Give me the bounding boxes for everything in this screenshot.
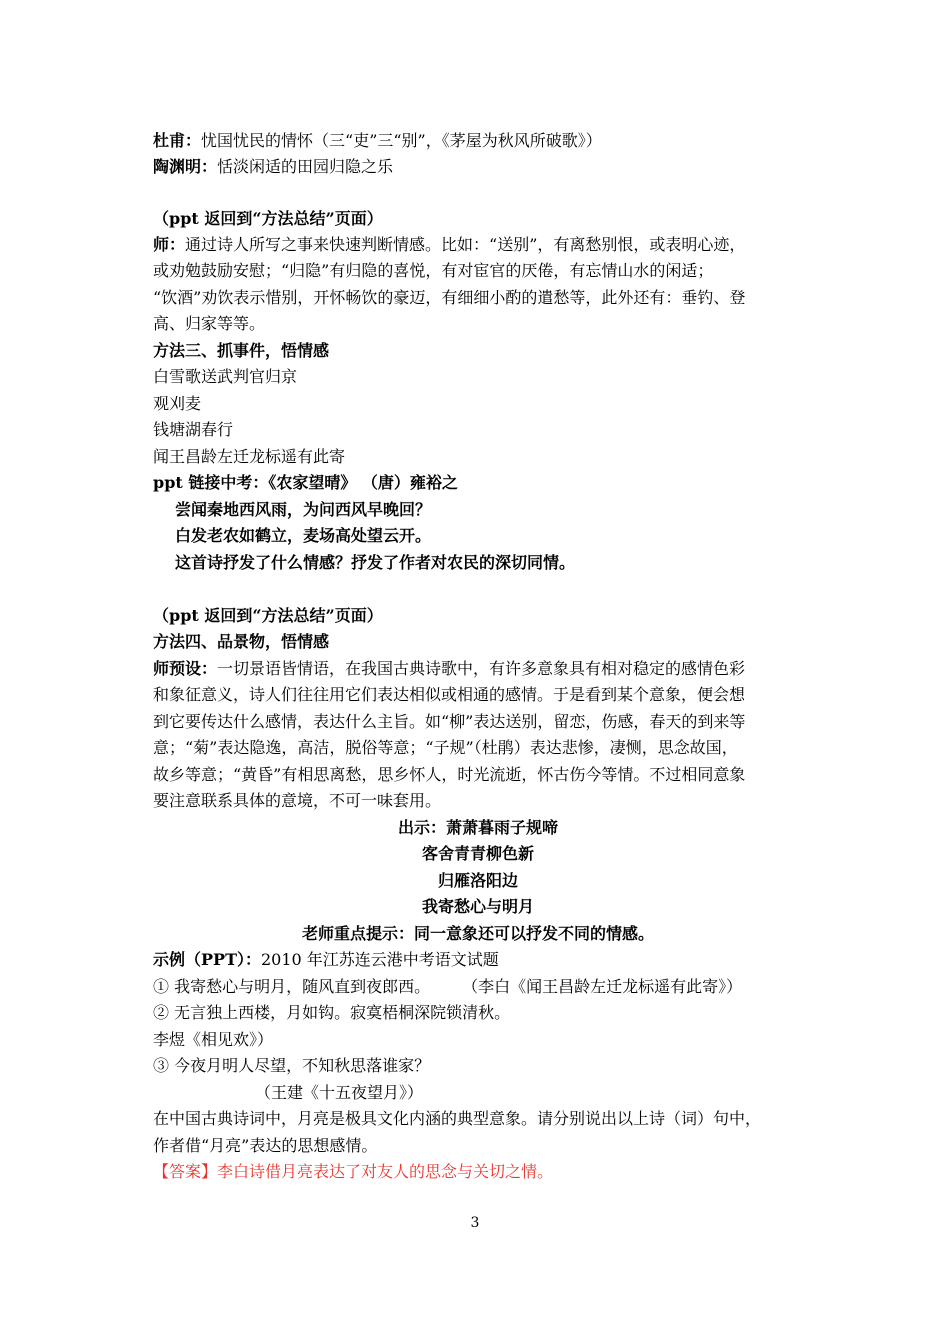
teacher-preset-line: 意；“菊”表达隐逸，高洁，脱俗等意；“子规”（杜鹃）表达悲惨，凄恻，思念故国，: [153, 738, 738, 757]
page-number: 3: [470, 1215, 480, 1231]
poem-title: 闻王昌龄左迁龙标遥有此寄: [153, 447, 346, 466]
show-line: 我寄愁心与明月: [421, 897, 534, 916]
ppt-return-note: （ppt 返回到“方法总结”页面）: [153, 209, 383, 228]
poem-line: 尝闻秦地西风雨，为问西风早晚回？: [175, 500, 432, 519]
ppt-return-note: （ppt 返回到“方法总结”页面）: [153, 606, 383, 625]
show-line: 归雁洛阳边: [437, 871, 518, 890]
example-item: ③ 今夜月明人尽望，不知秋思落谁家？: [153, 1056, 431, 1075]
teacher-paragraph-line: 高、归家等等。: [153, 314, 266, 333]
poem-title: 白雪歌送武判官归京: [153, 367, 298, 386]
poem-question: 这首诗抒发了什么情感？抒发了作者对农民的深切同情。: [175, 553, 576, 572]
example-item: ① 我寄愁心与明月，随风直到夜郎西。 （李白《闻王昌龄左迁龙标遥有此寄》）: [153, 977, 743, 996]
teacher-preset-line: 师预设：一切景语皆情语，在我国古典诗歌中，有许多意象具有相对稳定的感情色彩: [153, 659, 746, 678]
method-four-heading: 方法四、品景物，悟情感: [153, 632, 330, 651]
teacher-paragraph-line: “饮酒”劝饮表示惜别，开怀畅饮的豪迈，有细细小酌的遣愁等，此外还有：垂钓、登: [153, 288, 746, 307]
teacher-paragraph-line: 或劝勉鼓励安慰；“归隐”有归隐的喜悦，有对宦官的厌倦，有忘情山水的闲适；: [153, 261, 714, 280]
poem-title: 钱塘湖春行: [153, 420, 234, 439]
poem-title: 观刈麦: [153, 394, 202, 413]
show-line: 客舍青青柳色新: [421, 844, 534, 863]
show-line: 出示：萧萧暮雨子规啼: [397, 818, 558, 837]
example-heading: 示例（PPT）：2010 年江苏连云港中考语文试题: [153, 950, 499, 969]
ppt-exam-link: ppt 链接中考：《农家望晴》 （唐）雍裕之: [153, 473, 458, 492]
line-taoyuanming: 陶渊明：恬淡闲适的田园归隐之乐: [153, 157, 394, 176]
teacher-paragraph-line: 师：通过诗人所写之事来快速判断情感。比如：“送别”，有离愁别恨，或表明心迹，: [153, 235, 746, 254]
poem-line: 白发老农如鹤立，麦场高处望云开。: [175, 526, 432, 545]
example-source: （王建《十五夜望月》）: [255, 1083, 424, 1102]
question-line: 在中国古典诗词中，月亮是极具文化内涵的典型意象。请分别说出以上诗（词）句中，: [153, 1109, 762, 1128]
teacher-preset-line: 故乡等意；“黄昏”有相思离愁，思乡怀人，时光流逝，怀古伤今等情。不过相同意象: [153, 765, 746, 784]
method-three-heading: 方法三、抓事件，悟情感: [153, 341, 330, 360]
teacher-preset-line: 和象征意义，诗人们往往用它们表达相似或相通的感情。于是看到某个意象，便会想: [153, 685, 746, 704]
example-source: 李煜《相见欢》）: [153, 1030, 274, 1049]
teacher-preset-line: 到它要传达什么感情，表达什么主旨。如“柳”表达送别，留恋，伤感，春天的到来等: [153, 712, 746, 731]
teacher-preset-line: 要注意联系具体的意境，不可一味套用。: [153, 791, 442, 810]
key-tip: 老师重点提示：同一意象还可以抒发不同的情感。: [301, 924, 654, 943]
example-item: ② 无言独上西楼，月如钩。寂寞梧桐深院锁清秋。: [153, 1003, 511, 1022]
question-line: 作者借“月亮”表达的思想感情。: [153, 1136, 378, 1155]
answer-line: 【答案】李白诗借月亮表达了对友人的思念与关切之情。: [153, 1162, 554, 1181]
line-dufu: 杜甫：忧国忧民的情怀（三“吏”三“别”，《茅屋为秋风所破歌》）: [153, 131, 602, 150]
